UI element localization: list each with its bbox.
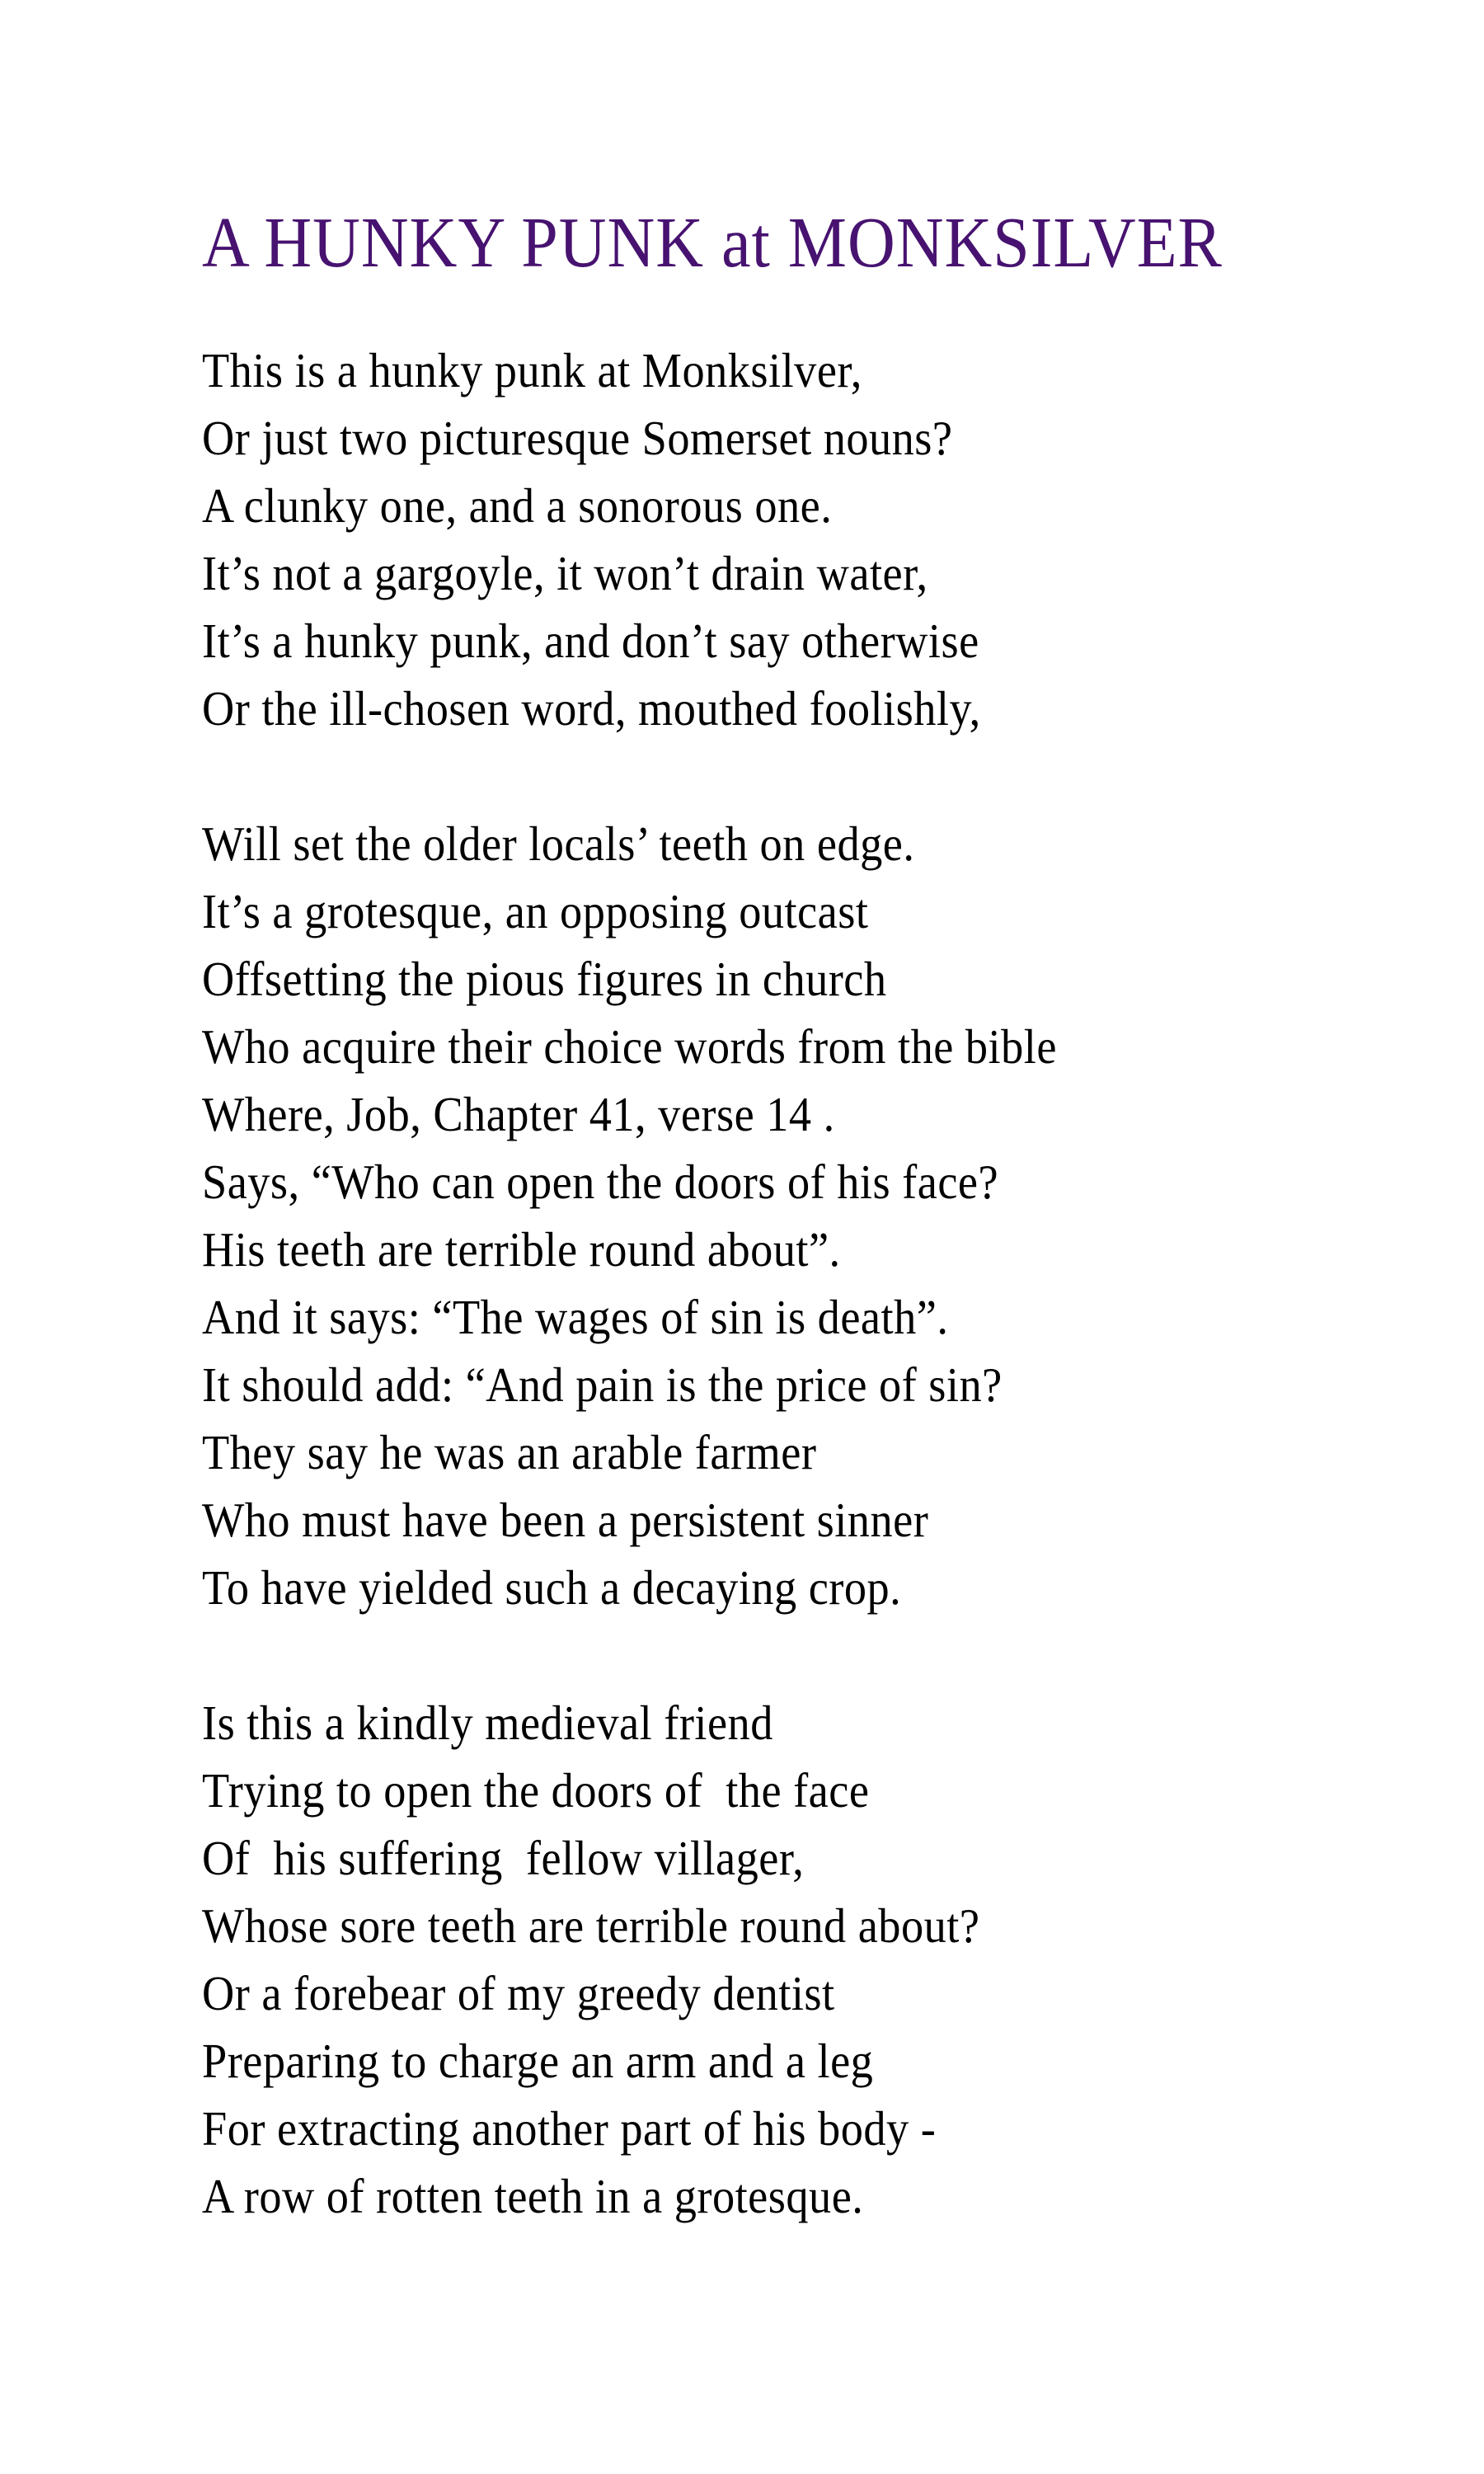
poem-line: Offsetting the pious figures in church: [202, 952, 887, 1007]
poem-line: Where, Job, Chapter 41, verse 14 .: [202, 1088, 835, 1142]
poem-line: It’s a grotesque, an opposing outcast: [202, 885, 869, 939]
poem-line: A row of rotten teeth in a grotesque.: [202, 2170, 864, 2224]
poem-line: Preparing to charge an arm and a leg: [202, 2034, 874, 2089]
poem-line: And it says: “The wages of sin is death”.: [202, 1291, 949, 1345]
poem-line: Or just two picturesque Somerset nouns?: [202, 412, 953, 466]
poem-line: Says, “Who can open the doors of his face?: [202, 1155, 999, 1210]
poem-line: Of his suffering fellow villager,: [202, 1832, 805, 1886]
poem-line: They say he was an arable farmer: [202, 1426, 817, 1480]
poem-line: Who must have been a persistent sinner: [202, 1493, 929, 1548]
poem-line: For extracting another part of his body -: [202, 2102, 937, 2157]
stanza-3: [202, 1690, 1435, 2231]
poem-line: Is this a kindly medieval friend: [202, 1696, 773, 1751]
poem-title: A HUNKY PUNK at MONKSILVER: [202, 204, 1223, 283]
poem-line: His teeth are terrible round about”.: [202, 1223, 841, 1277]
stanza-1: [202, 337, 1435, 743]
stanza-2: [202, 811, 1435, 1622]
poem-line: To have yielded such a decaying crop.: [202, 1561, 902, 1616]
poem-line: It’s a hunky punk, and don’t say otherwise: [202, 614, 979, 669]
poem-line: A clunky one, and a sonorous one.: [202, 479, 833, 534]
poem-line: This is a hunky punk at Monksilver,: [202, 344, 862, 398]
poem-line: Whose sore teeth are terrible round about?: [202, 1899, 980, 1954]
poem-line: Who acquire their choice words from the bible: [202, 1020, 1057, 1075]
poem-line: Will set the older locals’ teeth on edge.: [202, 817, 915, 872]
poem-line: It’s not a gargoyle, it won’t drain water,: [202, 547, 928, 601]
poem-line: It should add: “And pain is the price of sin?: [202, 1358, 1003, 1413]
poem-line: Or the ill-chosen word, mouthed foolishly,: [202, 682, 981, 736]
poem-line: Trying to open the doors of the face: [202, 1764, 870, 1818]
poem-line: Or a forebear of my greedy dentist: [202, 1967, 835, 2021]
